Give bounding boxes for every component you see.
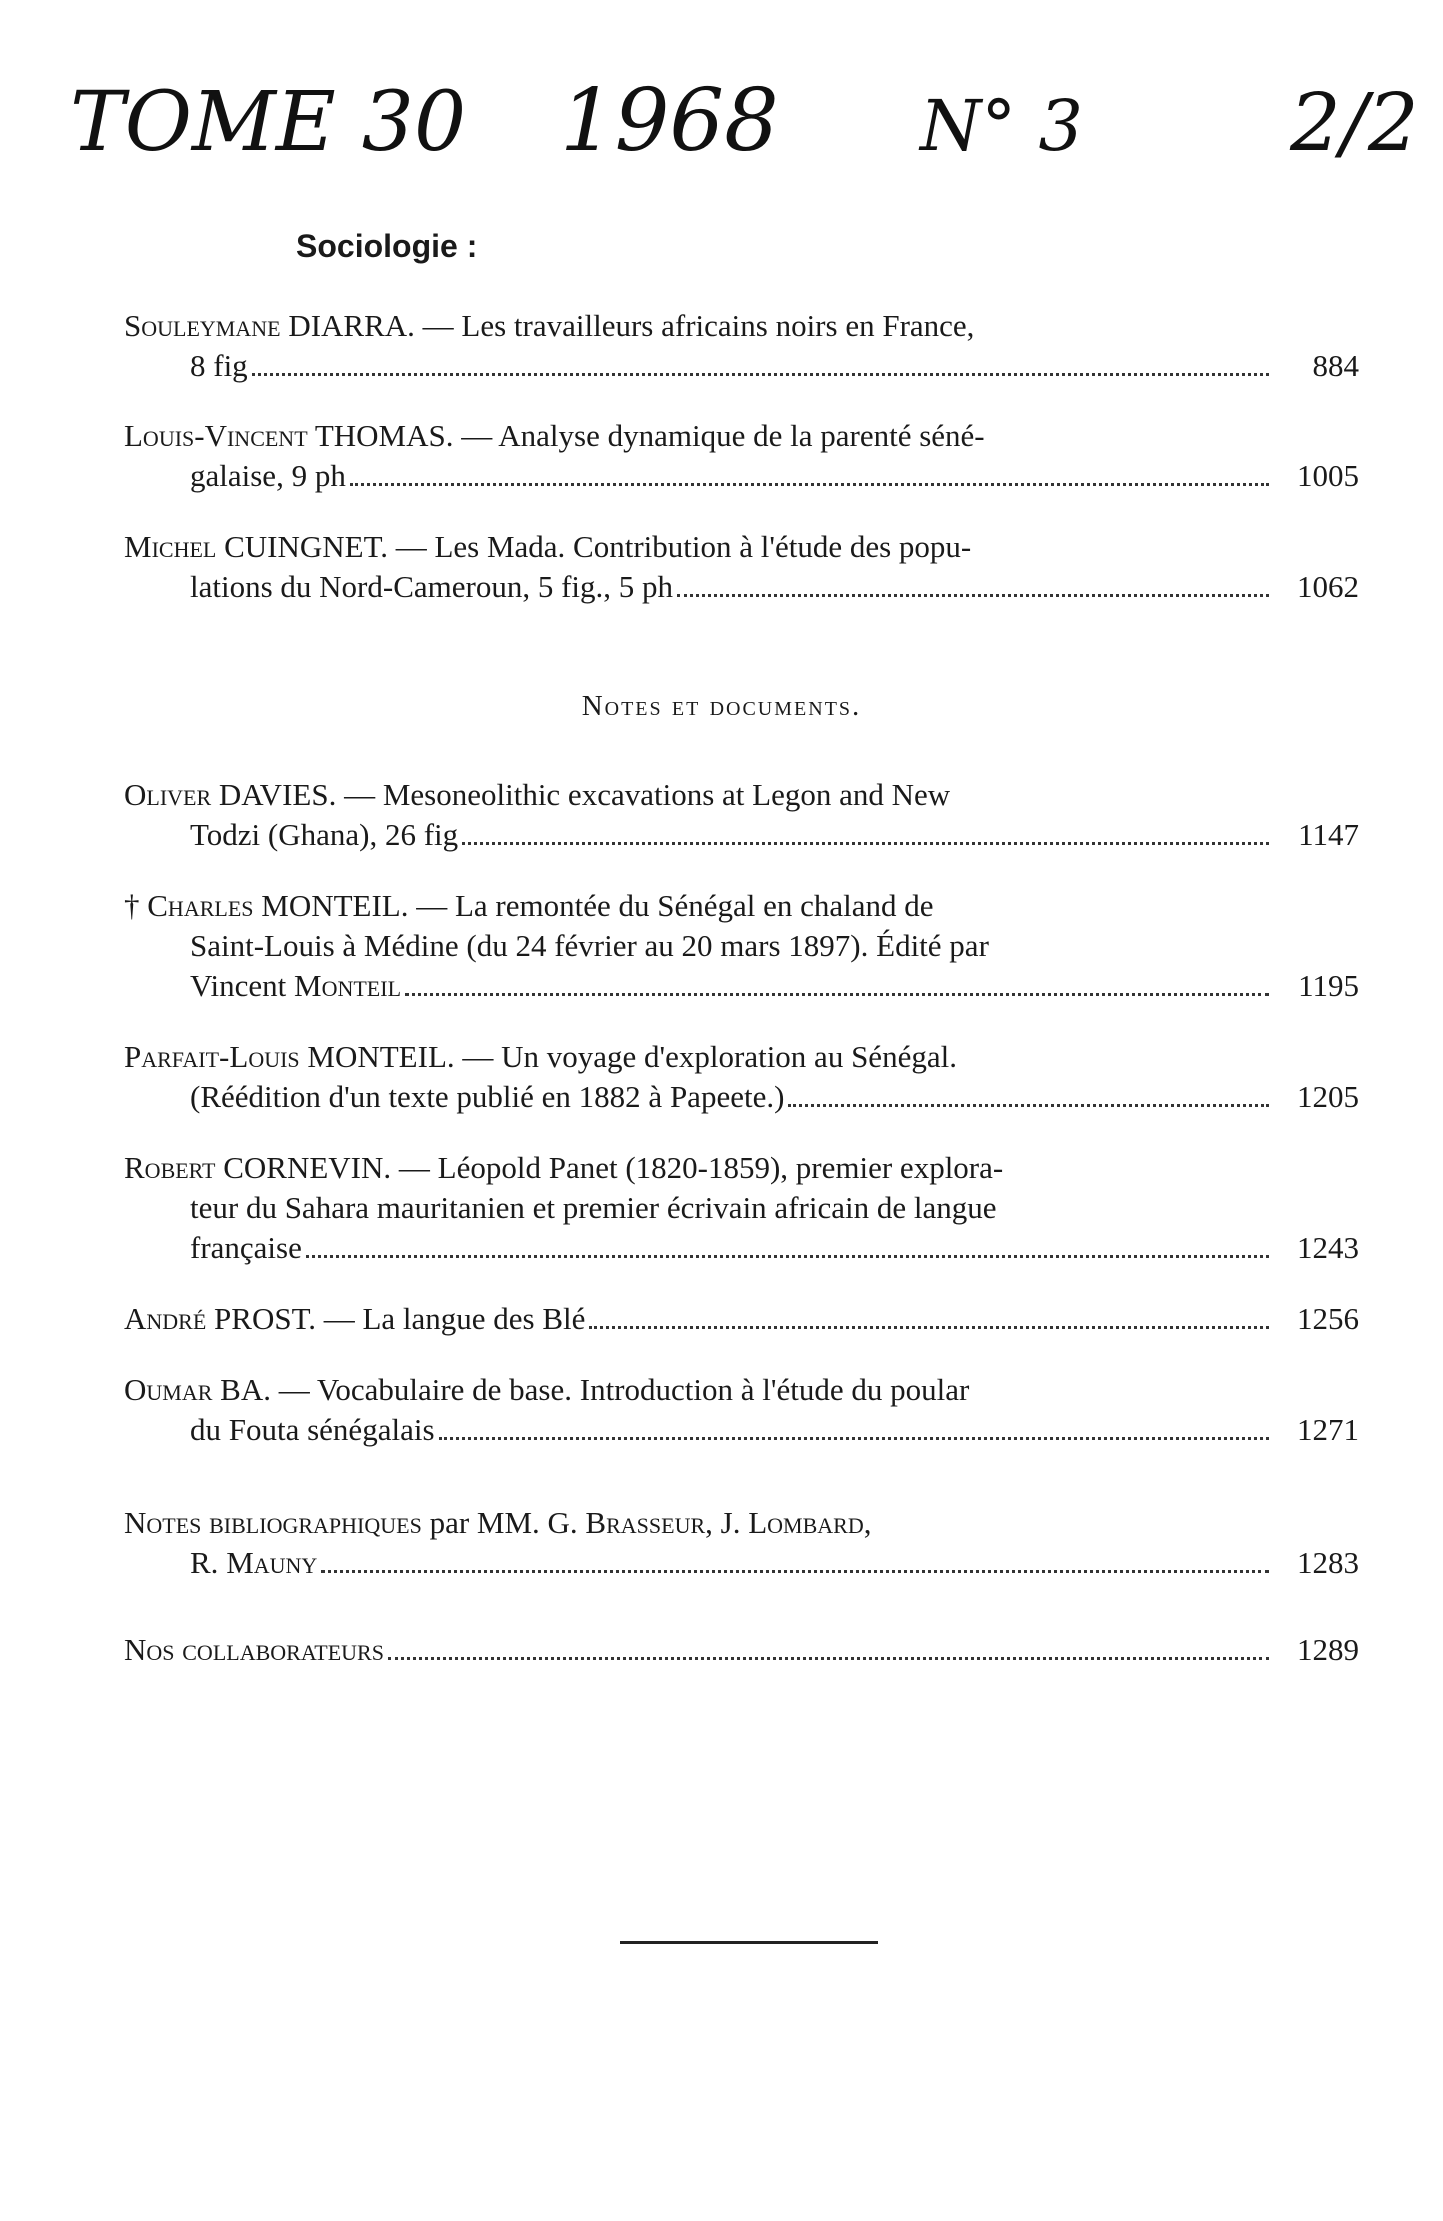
author-first: Louis-Vincent [124, 418, 308, 453]
page-number: 1062 [1297, 569, 1359, 604]
entry-title: — Mesoneolithic excavations at Legon and New [344, 777, 951, 812]
toc-entry [124, 1148, 1359, 1268]
author-last: PROST. [214, 1301, 316, 1336]
entry-title-cont: (Réédition d'un texte publié en 1882 à Papeete.) [190, 1079, 785, 1114]
entry-title: — La langue des Blé [323, 1301, 586, 1336]
toc-entry [124, 527, 1359, 607]
biblio-initial: R. [190, 1545, 219, 1580]
handwritten-tome: TOME 30 [70, 75, 467, 170]
author-last: DAVIES. [218, 777, 337, 812]
leader-dots [405, 993, 1269, 996]
biblio-author: Mauny [226, 1545, 318, 1580]
entry-line [124, 1299, 585, 1339]
author-last: DIARRA. [288, 308, 415, 343]
page-number: 884 [1312, 348, 1359, 383]
author-last: CUINGNET. [224, 529, 388, 564]
page-number: 1283 [1297, 1545, 1359, 1580]
entry-title: — Un voyage d'exploration au Sénégal. [462, 1039, 957, 1074]
page-number: 1147 [1298, 817, 1359, 852]
toc-entry [124, 775, 1359, 855]
toc-entry-bibliography [124, 1503, 1359, 1583]
dagger-mark: † [124, 888, 140, 923]
entry-title-cont: Saint-Louis à Médine (du 24 février au 20 mars 1897). Édité par [190, 928, 989, 963]
author-first: Oliver [124, 777, 212, 812]
biblio-label: Notes bibliographiques [124, 1505, 422, 1540]
biblio-author: Brasseur, [585, 1505, 713, 1540]
entry-title: — Les Mada. Contribution à l'étude des popu- [395, 529, 972, 564]
entry-title-cont: Todzi (Ghana), 26 fig [190, 817, 459, 852]
toc-entry-collaborateurs [124, 1630, 1359, 1670]
entry-title-cont: française [190, 1230, 302, 1265]
entry-title-cont: teur du Sahara mauritanien et premier écrivain africain de langue [190, 1190, 997, 1225]
author-first: André [124, 1301, 207, 1336]
entry-title-cont [190, 966, 401, 1006]
entry-title-cont: lations du Nord-Cameroun, 5 fig., 5 ph [190, 569, 674, 604]
leader-dots [388, 1657, 1269, 1660]
section-title-sociologie: Sociologie : [296, 228, 478, 264]
notes-heading: Notes et documents. [581, 690, 862, 722]
entry-title: — Les travailleurs africains noirs en France, [422, 308, 975, 343]
entry-title-cont: galaise, 9 ph [190, 458, 346, 493]
toc-entry [124, 306, 1359, 386]
author-first: Parfait-Louis [124, 1039, 300, 1074]
leader-dots [589, 1326, 1269, 1329]
entry-title: — Léopold Panet (1820-1859), premier explora- [398, 1150, 1004, 1185]
biblio-initial: J. [720, 1505, 741, 1540]
toc-entry [124, 416, 1359, 496]
leader-dots [788, 1104, 1269, 1107]
entry-title-cont [190, 1543, 317, 1583]
author-last: THOMAS. [314, 418, 454, 453]
toc-entry [124, 1037, 1359, 1117]
leader-dots [462, 842, 1269, 845]
author-last: MONTEIL. [307, 1039, 455, 1074]
biblio-author: Lombard, [748, 1505, 872, 1540]
toc-entry [124, 1299, 1359, 1339]
page-number: 1005 [1297, 458, 1359, 493]
page-number: 1289 [1297, 1632, 1359, 1667]
author-last: BA. [220, 1372, 271, 1407]
footer-divider [620, 1941, 878, 1944]
editor-first: Vincent [190, 968, 287, 1003]
author-first: Souleymane [124, 308, 281, 343]
page-number: 1271 [1297, 1412, 1359, 1447]
entry-title-cont: 8 fig [190, 348, 248, 383]
handwritten-fraction: 2/2 [1290, 76, 1419, 169]
handwritten-svg [70, 50, 1443, 190]
leader-dots [439, 1437, 1269, 1440]
collab-label: Nos collaborateurs [124, 1632, 384, 1667]
page-number: 1205 [1297, 1079, 1359, 1114]
author-first: Charles [147, 888, 254, 923]
entry-title: — Analyse dynamique de la parenté séné- [461, 418, 985, 453]
author-last: MONTEIL. [261, 888, 409, 923]
leader-dots [306, 1255, 1269, 1258]
page-number: 1195 [1298, 968, 1359, 1003]
page-number: 1243 [1297, 1230, 1359, 1265]
entry-title-cont: du Fouta sénégalais [190, 1412, 435, 1447]
handwritten-numero: N° 3 [920, 85, 1084, 167]
leader-dots [677, 594, 1269, 597]
author-first: Michel [124, 529, 217, 564]
toc-entry [124, 1370, 1359, 1450]
leader-dots [350, 483, 1269, 486]
leader-dots [321, 1570, 1269, 1573]
author-first: Robert [124, 1150, 216, 1185]
author-last: CORNEVIN. [223, 1150, 392, 1185]
toc-entry [124, 886, 1359, 1006]
page-number: 1256 [1297, 1301, 1359, 1336]
handwritten-year: 1968 [560, 71, 779, 171]
biblio-par: par MM. G. [429, 1505, 578, 1540]
entry-title: — Vocabulaire de base. Introduction à l'étude du poular [278, 1372, 970, 1407]
entry-title: — La remontée du Sénégal en chaland de [416, 888, 934, 923]
handwritten-annotation [70, 50, 1443, 190]
author-first: Oumar [124, 1372, 213, 1407]
leader-dots [252, 373, 1269, 376]
editor-last: Monteil [294, 968, 402, 1003]
